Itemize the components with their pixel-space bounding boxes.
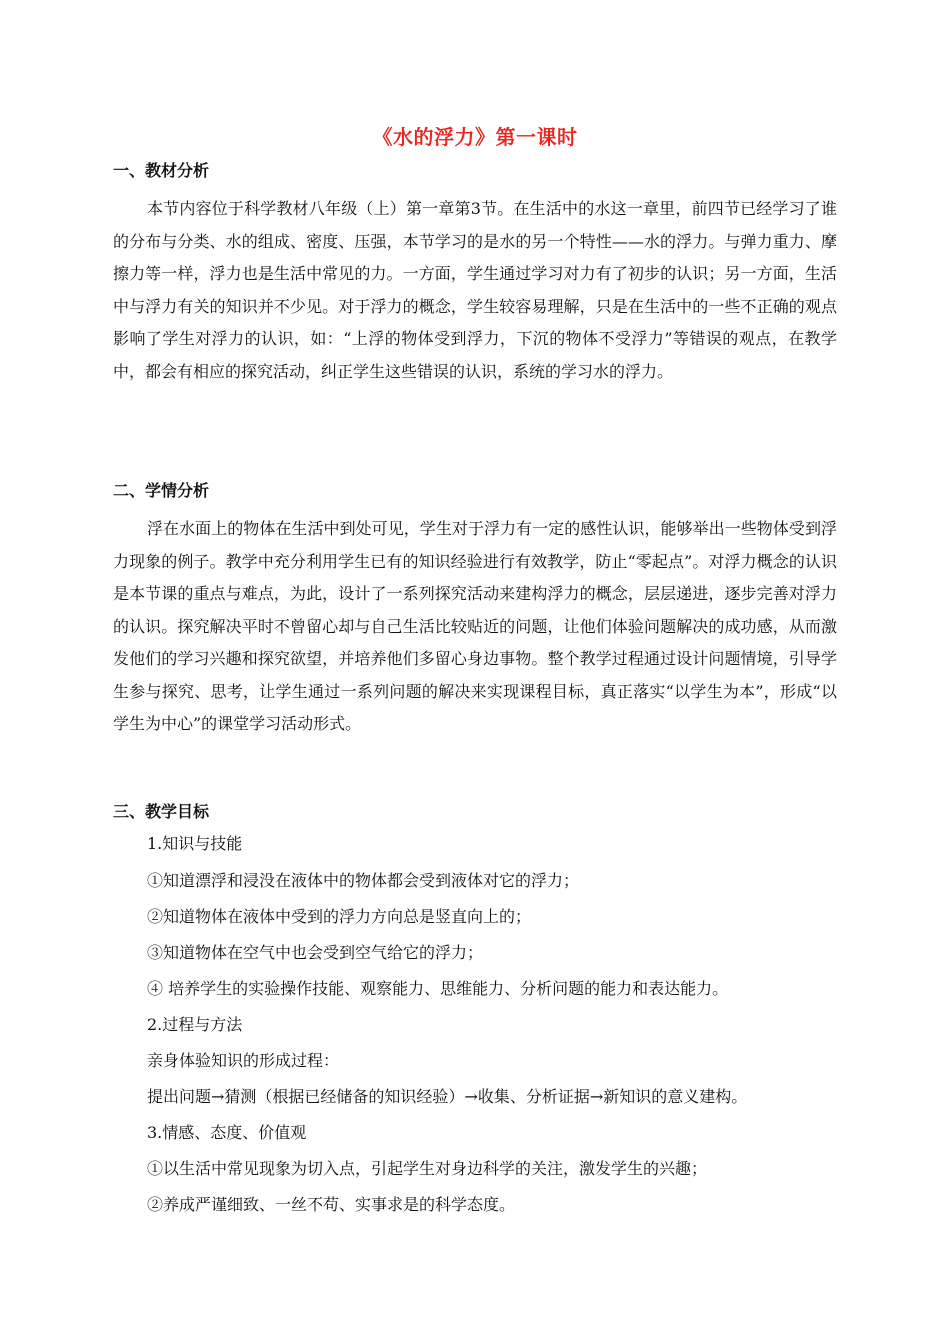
goal-line: 亲身体验知识的形成过程： (147, 1051, 340, 1070)
goal-line: ①知道漂浮和浸没在液体中的物体都会受到液体对它的浮力； (147, 871, 580, 890)
goal-line: 1.知识与技能 (147, 834, 243, 853)
goal-line: 提出问题→猜测（根据已经储备的知识经验）→收集、分析证据→新知识的意义建构。 (147, 1087, 748, 1106)
document-title: 《水的浮力》第一课时 (372, 125, 578, 149)
goal-line: ②知道物体在液体中受到的浮力方向总是竖直向上的； (147, 907, 532, 926)
section-paragraph-student-analysis: 浮在水面上的物体在生活中到处可见，学生对于浮力有一定的感性认识，能够举出一些物体受到浮力现象的例子。教学中充分利用学生已有的知识经验进行有效教学，防止“零起点”。对浮力概念的认识是本节课的重点与难点，为此，设计了一系列探究活动来建构浮力的概念，层层递进，逐步完善对浮力的认识。探究解决平时不曾留心却与自己生活比较贴近的问题，让他们体验问题解决的成功感，从而激发他们的学习兴趣和探究欲望，并培养他们多留心身边事物。整个教学过程通过设计问题情境，引导学生参与探究、思考，让学生通过一系列问题的解决来实现课程目标，真正落实“以学生为本”，形成“以学生为中心”的课堂学习活动形式。 (113, 519, 837, 733)
section-heading-teaching-goals: 三、教学目标 (113, 802, 210, 821)
goal-line: 3.情感、态度、价值观 (147, 1123, 307, 1142)
section-paragraph-textbook-analysis: 本节内容位于科学教材八年级（上）第一章第3节。在生活中的水这一章里，前四节已经学习了谁的分布与分类、水的组成、密度、压强，本节学习的是水的另一个特性——水的浮力。与弹力重力、摩擦力等一样，浮力也是生活中常见的力。一方面，学生通过学习对力有了初步的认识；另一方面，生活中与浮力有关的知识并不少见。对于浮力的概念，学生较容易理解，只是在生活中的一些不正确的观点影响了学生对浮力的认识，如：“上浮的物体受到浮力，下沉的物体不受浮力”等错误的观点，在教学中，都会有相应的探究活动，纠正学生这些错误的认识，系统的学习水的浮力。 (113, 199, 837, 381)
goal-line: ③知道物体在空气中也会受到空气给它的浮力； (147, 943, 484, 962)
goal-line: ①以生活中常见现象为切入点，引起学生对身边科学的关注，激发学生的兴趣； (147, 1159, 708, 1178)
section-heading-textbook-analysis: 一、教材分析 (113, 161, 210, 180)
section-heading-student-analysis: 二、学情分析 (113, 481, 210, 500)
goal-line: 2.过程与方法 (147, 1015, 243, 1034)
goal-line: ②养成严谨细致、一丝不苟、实事求是的科学态度。 (147, 1195, 516, 1214)
goal-line: ④ 培养学生的实验操作技能、观察能力、思维能力、分析问题的能力和表达能力。 (147, 979, 729, 998)
